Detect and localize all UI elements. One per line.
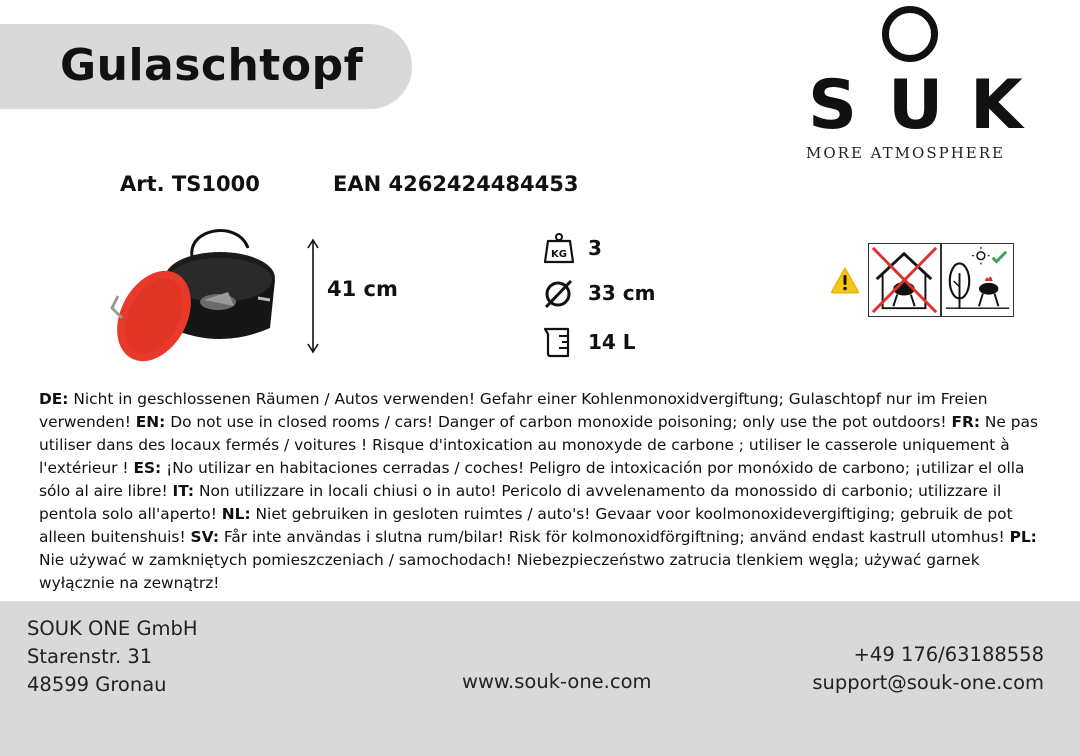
souk-logo — [800, 2, 1054, 167]
spec-diameter — [542, 276, 656, 310]
svg-text:S: S — [808, 66, 888, 145]
svg-text:KG: KG — [551, 249, 567, 260]
company-city: 48599 Gronau — [27, 673, 167, 696]
website-link[interactable]: www.souk-one.com — [462, 670, 652, 693]
lang-code-en: EN: — [135, 413, 166, 431]
outdoor-use-ok-icon — [941, 243, 1014, 317]
lang-code-nl: NL: — [221, 505, 251, 523]
diameter-icon — [542, 276, 576, 310]
lang-code-sv: SV: — [190, 528, 219, 546]
weight-kg-icon — [542, 231, 576, 265]
lang-code-fr: FR: — [951, 413, 980, 431]
footer — [0, 601, 1080, 756]
contact-info — [812, 641, 1044, 697]
no-indoor-use-icon — [868, 243, 941, 317]
measuring-cup-icon — [542, 325, 576, 359]
phone-number[interactable]: +49 176/63188558 — [853, 643, 1044, 666]
lang-code-pl: PL: — [1009, 528, 1037, 546]
height-arrow-icon — [305, 238, 321, 354]
warning-en: Do not use in closed rooms / cars! Danger of carbon monoxide poisoning; only use the pot outdoors! — [165, 413, 952, 431]
diameter-value: 33 cm — [588, 281, 656, 305]
logo-o-ring — [882, 6, 938, 62]
usage-pictograms — [868, 243, 1014, 317]
spec-volume — [542, 325, 636, 359]
warning-sv: Får inte användas i slutna rum/bilar! Risk för kolmonoxidförgiftning; använd endast kastrull utomhus! — [218, 528, 1010, 546]
volume-value: 14 L — [588, 330, 636, 354]
lang-code-it: IT: — [172, 482, 195, 500]
company-name: SOUK ONE GmbH — [27, 617, 198, 640]
ean-code: EAN 4262424484453 — [333, 172, 579, 196]
pot-image — [108, 218, 278, 368]
warning-fr: Ne pas utiliser dans des locaux fermés / voitures ! Risque d'intoxication au monoxyde de carbone ; utiliser le casserole uniquement à l'extérieur ! — [39, 413, 1038, 477]
weight-value: 3 — [588, 236, 602, 260]
svg-text:K: K — [970, 66, 1054, 145]
title-banner — [0, 24, 412, 109]
svg-text:U: U — [888, 66, 975, 145]
warning-triangle-icon — [830, 266, 860, 294]
warning-es: ¡No utilizar en habitaciones cerradas / coches! Peligro de intoxicación por monóxido de carbono; ¡utilizar el olla sólo al aire libre! — [39, 459, 1025, 500]
warning-it: Non utilizzare in locali chiusi o in auto! Pericolo di avvelenamento da monossido di carbonio; utilizzare il pentola solo all'aperto! — [39, 482, 1002, 523]
warning-de: Nicht in geschlossenen Räumen / Autos verwenden! Gefahr einer Kohlenmonoxidvergiftung; Gulaschtopf nur im Freien verwenden! — [39, 390, 988, 431]
logo-wordmark — [804, 66, 1054, 154]
support-email[interactable]: support@souk-one.com — [812, 671, 1044, 694]
lang-code-es: ES: — [133, 459, 162, 477]
warning-pl: Nie używać w zamkniętych pomieszczeniach / samochodach! Niebezpieczeństwo zatrucia tlenkiem węgla; używać garnek wyłącznie na zewnątrz! — [39, 551, 980, 592]
article-number: Art. TS1000 — [120, 172, 260, 196]
product-title: Gulaschtopf — [60, 40, 364, 91]
logo-letters-svg — [804, 66, 1054, 145]
lang-code-de: DE: — [39, 390, 69, 408]
company-street: Starenstr. 31 — [27, 645, 153, 668]
warning-nl: Niet gebruiken in gesloten ruimtes / auto's! Gevaar voor koolmonoxidevergiftiging; gebruik de pot alleen buitenshuis! — [39, 505, 1013, 546]
safety-warning-text — [39, 388, 1049, 595]
height-value: 41 cm — [327, 277, 398, 301]
spec-weight — [542, 231, 602, 265]
company-address — [27, 615, 198, 699]
logo-tagline: MORE ATMOSPHERE — [806, 144, 1005, 162]
